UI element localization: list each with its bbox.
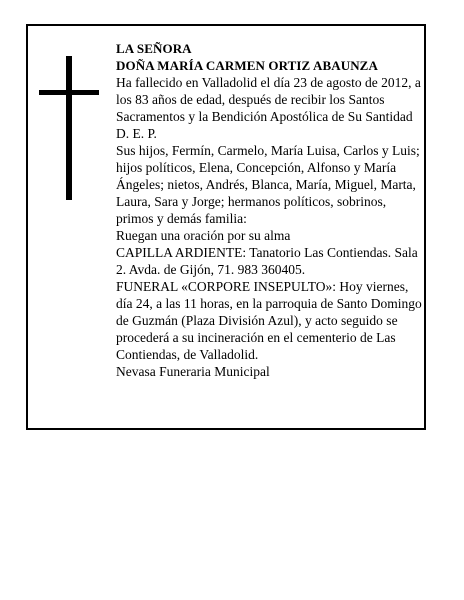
deceased-name: DOÑA MARÍA CARMEN ORTIZ ABAUNZA bbox=[116, 58, 378, 73]
obituary-content bbox=[116, 40, 422, 380]
cross-horizontal-bar bbox=[39, 90, 99, 95]
funeral-info: FUNERAL «CORPORE INSEPULTO»: Hoy viernes, día 24, a las 11 horas, en la parroquia de Santo Domingo de Guzmán (Plaza División Azul), y acto seguido se procederá a su incineración en el cementerio de Las Contiendas, de Valladolid. bbox=[116, 279, 422, 362]
dep-text: D. E. P. bbox=[116, 126, 157, 141]
cross-vertical-bar bbox=[66, 56, 72, 200]
prayer-request: Ruegan una oración por su alma bbox=[116, 228, 291, 243]
obituary-notice bbox=[26, 24, 426, 430]
notice-title: LA SEÑORA bbox=[116, 41, 192, 56]
funeral-home: Nevasa Funeraria Municipal bbox=[116, 364, 270, 379]
cross-icon bbox=[39, 56, 99, 200]
chapel-info: CAPILLA ARDIENTE: Tanatorio Las Contiendas. Sala 2. Avda. de Gijón, 71. 983 360405. bbox=[116, 245, 418, 277]
death-announcement: Ha fallecido en Valladolid el día 23 de agosto de 2012, a los 83 años de edad, después de recibir los Santos Sacramentos y la Bendición Apostólica de Su Santidad bbox=[116, 75, 421, 124]
family-list: Sus hijos, Fermín, Carmelo, María Luisa, Carlos y Luis; hijos políticos, Elena, Concepción, Alfonso y María Ángeles; nietos, Andrés, Blanca, María, Miguel, Marta, Laura, Sara y Jorge; hermanos políticos, sobrinos, primos y demás familia: bbox=[116, 143, 420, 226]
